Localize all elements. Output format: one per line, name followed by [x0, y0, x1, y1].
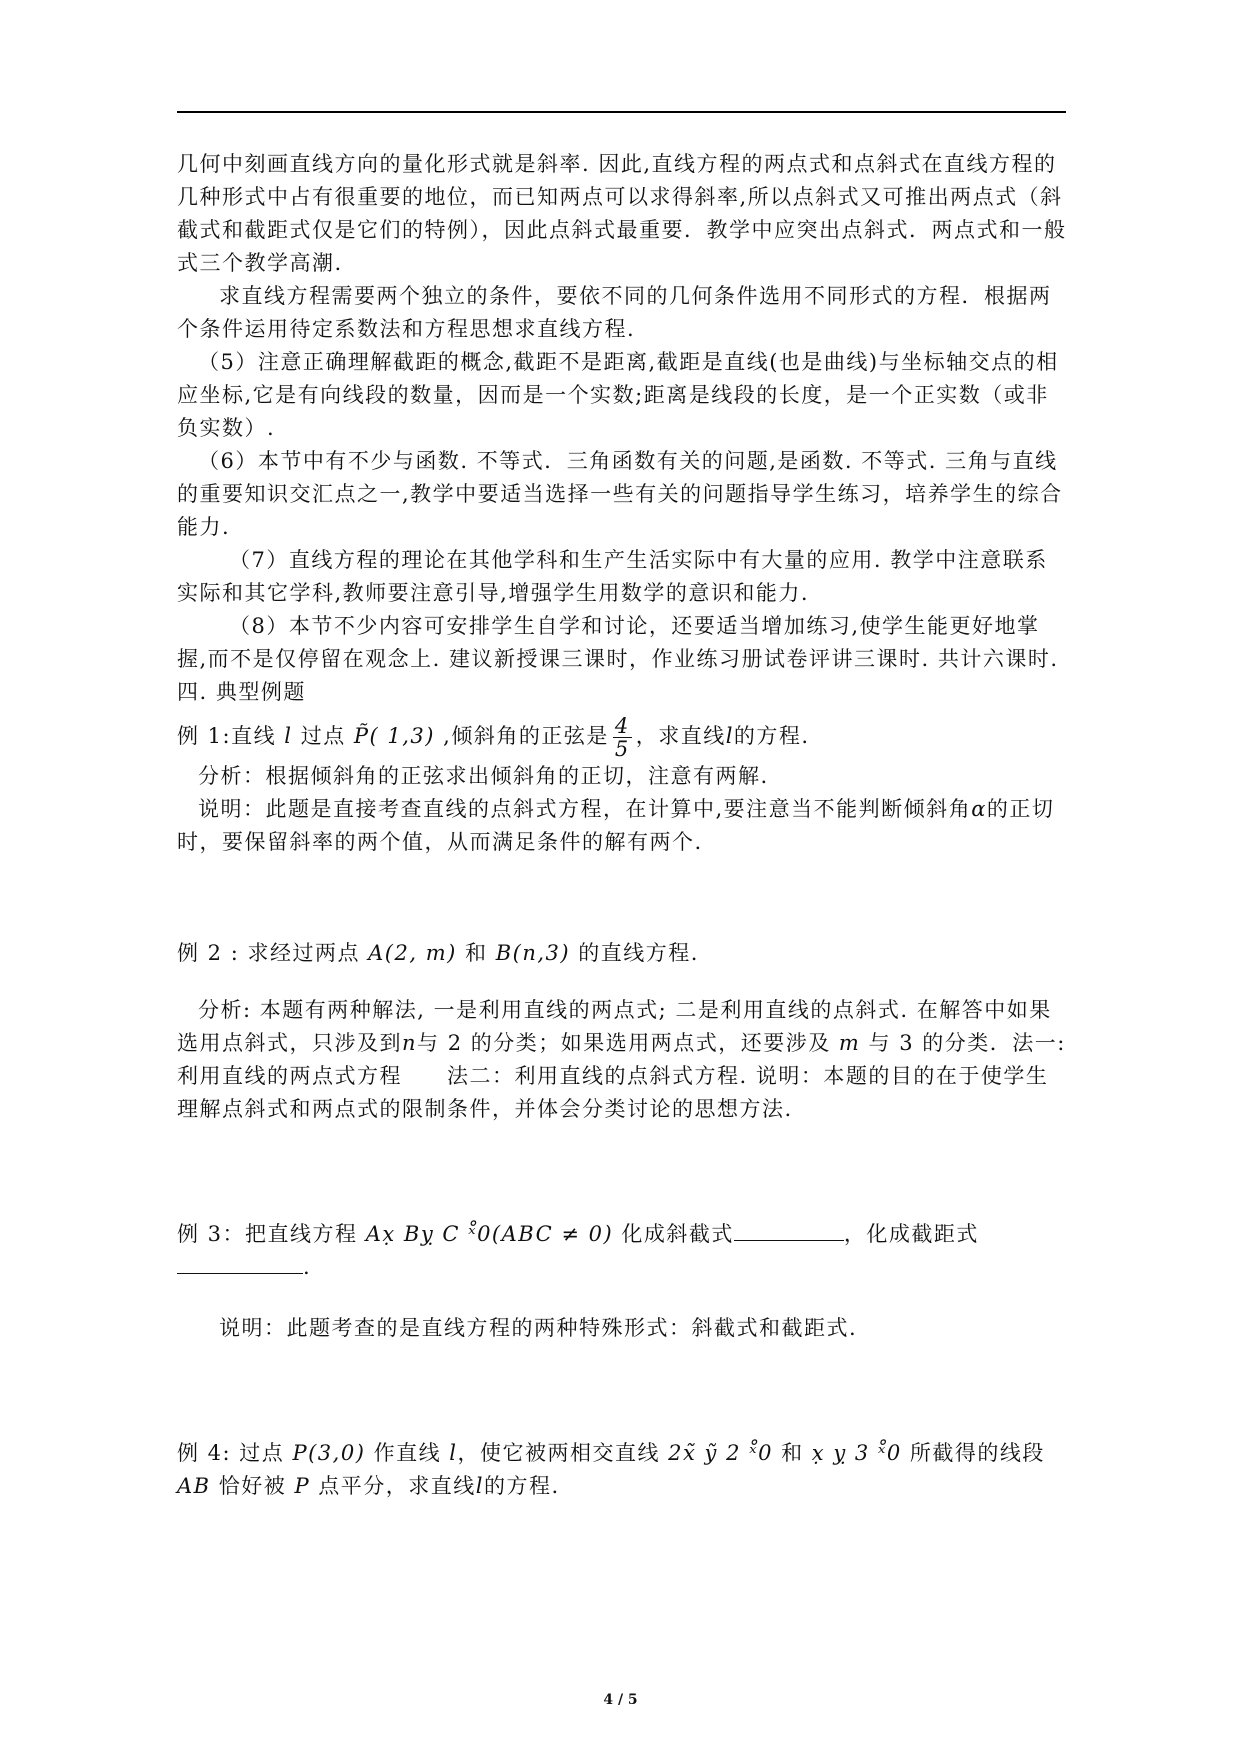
example-2-analysis: 分析: 本题有两种解法, 一是利用直线的两点式; 二是利用直线的点斜式. 在解答中如果选用点斜式，只涉及到n与 2 的分类；如果选用两点式，还要涉及 m 与 3 的分类．法一: 利用直线的两点式方程 法二：利用直线的点斜式方程. 说明：本题的目的在于使学生理解点斜式和两点式的限制条件，并体会分类讨论的思想方法.: [177, 998, 1066, 1121]
paragraph-item-6: （6）本节中有不少与函数. 不等式．三角函数有关的问题,是函数. 不等式. 三角与直线的重要知识交汇点之一,教学中要适当选择一些有关的问题指导学生练习，培养学生的综合能力.: [177, 449, 1063, 539]
example-1-note: 说明：此题是直接考查直线的点斜式方程，在计算中,要注意当不能判断倾斜角α的正切时，要保留斜率的两个值，从而满足条件的解有两个.: [177, 797, 1055, 854]
paragraph-item-8: （8）本节不少内容可安排学生自学和讨论，还要适当增加练习,使学生能更好地掌握,而不是仅停留在观念上. 建议新授课三课时，作业练习册试卷评讲三课时. 共计六课时.: [177, 614, 1059, 671]
paragraph-conditions: 求直线方程需要两个独立的条件，要依不同的几何条件选用不同形式的方程．根据两个条件运用待定系数法和方程思想求直线方程.: [177, 284, 1052, 341]
paragraph-item-5: （5）注意正确理解截距的概念,截距不是距离,截距是直线(也是曲线)与坐标轴交点的相应坐标,它是有向线段的数量，因而是一个实数;距离是线段的长度，是一个正实数（或非负实数）.: [177, 350, 1059, 440]
example-3-note: 说明：此题考查的是直线方程的两种特殊形式：斜截式和截距式.: [219, 1316, 858, 1340]
page-number: 4 / 5: [603, 1692, 638, 1708]
paragraph-item-7: （7）直线方程的理论在其他学科和生产生活实际中有大量的应用. 教学中注意联系实际和其它学科,教师要注意引导,增强学生用数学的意识和能力.: [177, 548, 1048, 605]
answer-blank-slope-intercept[interactable]: [734, 1222, 844, 1241]
section-heading: 四. 典型例题: [177, 680, 306, 704]
example-1-analysis: 分析：根据倾斜角的正弦求出倾斜角的正切，注意有两解.: [198, 764, 769, 788]
header-rule: [177, 111, 1066, 113]
paragraph-intro: 几何中刻画直线方向的量化形式就是斜率. 因此,直线方程的两点式和点斜式在直线方程的几种形式中占有很重要的地位，而已知两点可以求得斜率,所以点斜式又可推出两点式（斜截式和截距式仅是它们的特例），因此点斜式最重要．教学中应突出点斜式．两点式和一般式三个教学高潮.: [177, 152, 1067, 275]
example-1-question: 例 1:直线 l 过点 P̃( 1,3) ,倾斜角的正弦是 $\frac{4}{5}$ ，求直线l的方程.: [177, 714, 810, 761]
document-body: [177, 148, 1069, 1503]
example-4-question: 例 4: 过点 P(3,0) 作直线 l，使它被两相交直线 2x̃ ỹ 2 ˣ̊0 和 x̣ ỵ 3 ˣ̊0 所截得的线段 AB 恰好被 P 点平分，求直线l的方程.: [177, 1441, 1045, 1498]
answer-blank-intercept[interactable]: [177, 1255, 303, 1274]
example-3-question: 例 3：把直线方程 Ax̣ Bỵ C ˣ̊0(ABC ≠ 0) 化成斜截式 ，化成截距式.: [177, 1222, 979, 1279]
fraction-four-fifths: $\frac{4}{5}$: [614, 714, 630, 761]
example-2-question: 例 2 : 求经过两点 A(2, m) 和 B(n,3) 的直线方程.: [177, 941, 699, 965]
